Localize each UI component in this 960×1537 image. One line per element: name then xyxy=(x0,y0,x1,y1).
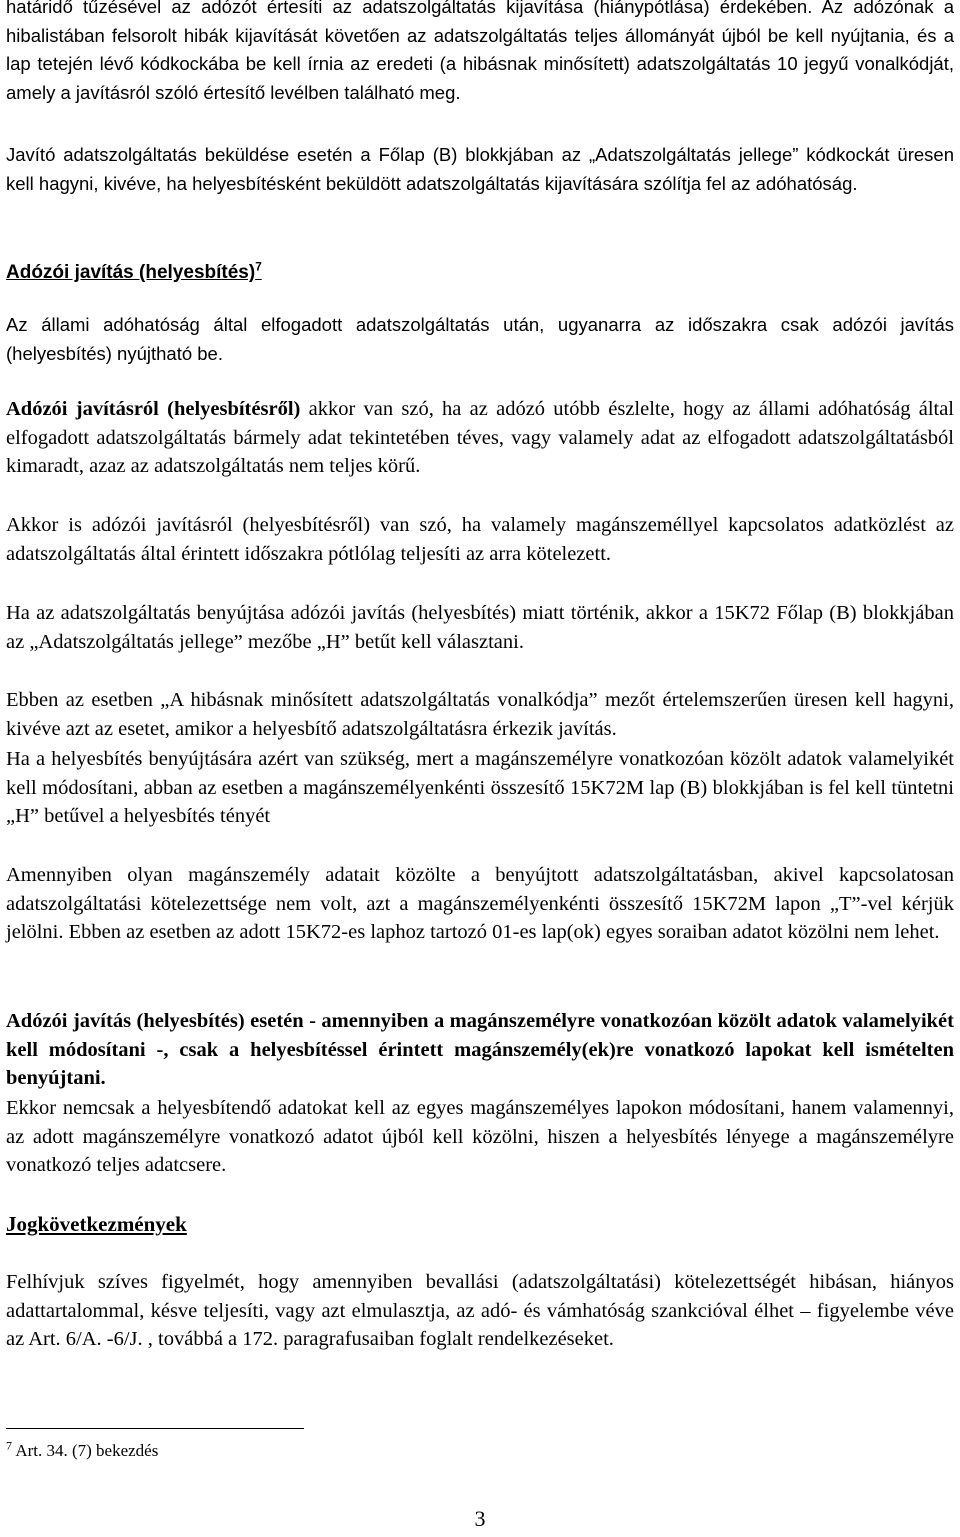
footnote-separator xyxy=(6,1428,304,1429)
paragraph-adozoi-javitasrol-bold: Adózói javításról (helyesbítésről) xyxy=(6,398,301,420)
paragraph-csak-erintett-lapok-bold: Adózói javítás (helyesbítés) esetén - amennyiben a magánszemélyre vonatkozóan közölt adatok valamelyikét kell módosítani -, csak a helyesbítéssel érintett magánszemély(ek)re vonatkozó lapokat kell ismételten benyújtani. xyxy=(6,1010,954,1089)
footnote-number: 7 xyxy=(6,1438,12,1453)
paragraph-adozoi-javitasrol xyxy=(6,395,954,481)
paragraph-hibalista: határidő tűzésével az adózót értesíti az adatszolgáltatás kijavítása (hiánypótlása) érdekében. Az adózónak a hibalistában felsorolt hibák kijavítását követően az adatszolgáltatás teljes állományát újból be kell nyújtania, és a lap tetején lévő kódkockába be kell írnia az eredeti (a hibásnak minősített) adatszolgáltatás 10 jegyű vonalkódját, amely a javításról szóló értesítő levélben található meg. xyxy=(6,0,954,103)
paragraph-h-betu: Ha az adatszolgáltatás benyújtása adózói javítás (helyesbítés) miatt történik, akkor a 15K72 Főlap (B) blokkjában az „Adatszolgáltatás jellege” mezőbe „H” betűt kell választani. xyxy=(6,602,954,653)
footnote-ref: 7 xyxy=(255,260,262,274)
heading-adozoi-javitas-text: Adózói javítás (helyesbítés) xyxy=(6,262,256,283)
heading-jogkovetkezmenyek: Jogkövetkezmények xyxy=(6,1212,187,1236)
paragraph-ebben-az-esetben: Ebben az esetben „A hibásnak minősített adatszolgáltatás vonalkódja” mezőt értelemszerűen üresen kell hagyni, kivéve azt az esetet, amikor a helyesbítő adatszolgáltatásra érkezik javítás. xyxy=(6,689,954,740)
paragraph-csak-erintett-lapok xyxy=(6,1007,954,1093)
paragraph-teljes-adatcsere: Ekkor nemcsak a helyesbítendő adatokat kell az egyes magánszemélyes lapokon módosítani, hanem valamennyi, az adott magánszemélyre vonatkozó adatot újból kell közölni, hiszen a helyesbítés lényege a magánszemélyre vonatkozó teljes adatcsere. xyxy=(6,1097,954,1176)
heading-adozoi-javitas xyxy=(6,259,262,287)
paragraph-adozoi-javitasrol-rest: akkor van szó, ha az adózó utóbb észlelte, hogy az állami adóhatóság által elfogadott adatszolgáltatás bármely adat tekintetében téves, vagy valamely adat az elfogadott adatszolgáltatásból kimaradt, azaz az adatszolgáltatás nem teljes körű. xyxy=(6,398,954,477)
page-number: 3 xyxy=(474,1506,486,1531)
paragraph-t-jeloles: Amennyiben olyan magánszemély adatait közölte a benyújtott adatszolgáltatásban, akivel kapcsolatosan adatszolgáltatási kötelezettsége nem volt, azt a magánszemélyenkénti összesítő 15K72M lapon „T”-vel kérjük jelölni. Ebben az esetben az adott 15K72-es laphoz tartozó 01-es lap(ok) egyes soraiban adatot közölni nem lehet. xyxy=(6,864,954,943)
paragraph-magan-modositas: Ha a helyesbítés benyújtására azért van szükség, mert a magánszemélyre vonatkozóan közölt adatok valamelyikét kell módosítani, abban az esetben a magánszemélyenkénti összesítő 15K72M lap (B) blokkjában is fel kell tüntetni „H” betűvel a helyesbítés tényét xyxy=(6,748,954,827)
paragraph-szankcio: Felhívjuk szíves figyelmét, hogy amennyiben bevallási (adatszolgáltatási) kötelezettségét hibásan, hiányos adattartalommal, késve teljesíti, vagy azt elmulasztja, az adó- és vámhatóság szankcióval élhet – figyelembe véve az Art. 6/A. -6/J. , továbbá a 172. paragrafusaiban foglalt rendelkezéseket. xyxy=(6,1271,954,1350)
footnote-text: Art. 34. (7) bekezdés xyxy=(15,1441,159,1460)
paragraph-javito-adatszolgaltatas: Javító adatszolgáltatás beküldése esetén a Főlap (B) blokkjában az „Adatszolgáltatás jellege” kódkockát üresen kell hagyni, kivéve, ha helyesbítésként beküldött adatszolgáltatás kijavítására szólítja fel az adóhatóság. xyxy=(6,144,954,194)
paragraph-elfogadott-utan: Az állami adóhatóság által elfogadott adatszolgáltatás után, ugyanarra az időszakra csak adózói javítás (helyesbítés) nyújtható be. xyxy=(6,314,954,364)
footnote xyxy=(6,1440,158,1462)
paragraph-akkor-is: Akkor is adózói javításról (helyesbítésről) van szó, ha valamely magánszeméllyel kapcsolatos adatközlést az adatszolgáltatás által érintett időszakra pótlólag teljesíti az arra kötelezett. xyxy=(6,514,954,565)
